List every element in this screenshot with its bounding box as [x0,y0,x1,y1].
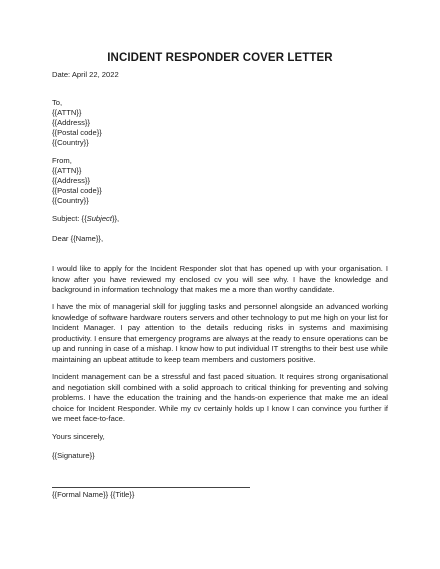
formal-name-title: {{Formal Name}} {{Title}} [52,490,135,499]
from-country: {{Country}} [52,196,89,205]
closing: Yours sincerely, [52,432,105,441]
body-paragraph-1: I would like to apply for the Incident Responder slot that has opened up with your organisation. I know after you have reviewed my enclosed cv you will see why. I have the knowledge and background in information technology that makes me a more than worthy candidate. [52,264,388,295]
date-line: Date: April 22, 2022 [52,70,119,79]
subject-value: Subject [86,214,112,223]
subject-suffix: }}, [111,214,120,223]
from-address: {{Address}} [52,176,91,185]
subject-line [52,214,119,224]
from-postal-code: {{Postal code}} [52,186,102,195]
to-country: {{Country}} [52,138,89,147]
from-attn: {{ATTN}} [52,166,82,175]
signature-rule [52,487,250,488]
to-address: {{Address}} [52,118,91,127]
body-paragraph-3: Incident management can be a stressful and fast paced situation. It requires strong organisational and negotiation skill combined with a solid approach to critical thinking for preventing and solving problems. I have the education the training and the hands-on experience that make me an ideal choice for Incident Responder. While my cv certainly holds up I know I can convince you further if we meet face-to-face. [52,372,388,424]
signature-placeholder: {{Signature}} [52,451,95,460]
document-title: INCIDENT RESPONDER COVER LETTER [107,52,333,64]
from-label: From, [52,156,72,165]
body-paragraph-2: I have the mix of managerial skill for juggling tasks and personnel alongside an advanced working knowledge of software hardware routers servers and other technology to put me high on your list for Incident Manager. I pay attention to the details reducing risks in systems and maximising productivity. I ensure that emergency programs are always at the ready to ensure operations can be up and running in case of a mishap. I know how to put individual IT strengths to their best use while maintaining an upbeat attitude to keep team members and customers positive. [52,302,388,364]
to-attn: {{ATTN}} [52,108,82,117]
subject-prefix: Subject: {{ [52,214,87,223]
to-label: To, [52,98,63,107]
greeting: Dear {{Name}}, [52,234,104,243]
to-postal-code: {{Postal code}} [52,128,102,137]
